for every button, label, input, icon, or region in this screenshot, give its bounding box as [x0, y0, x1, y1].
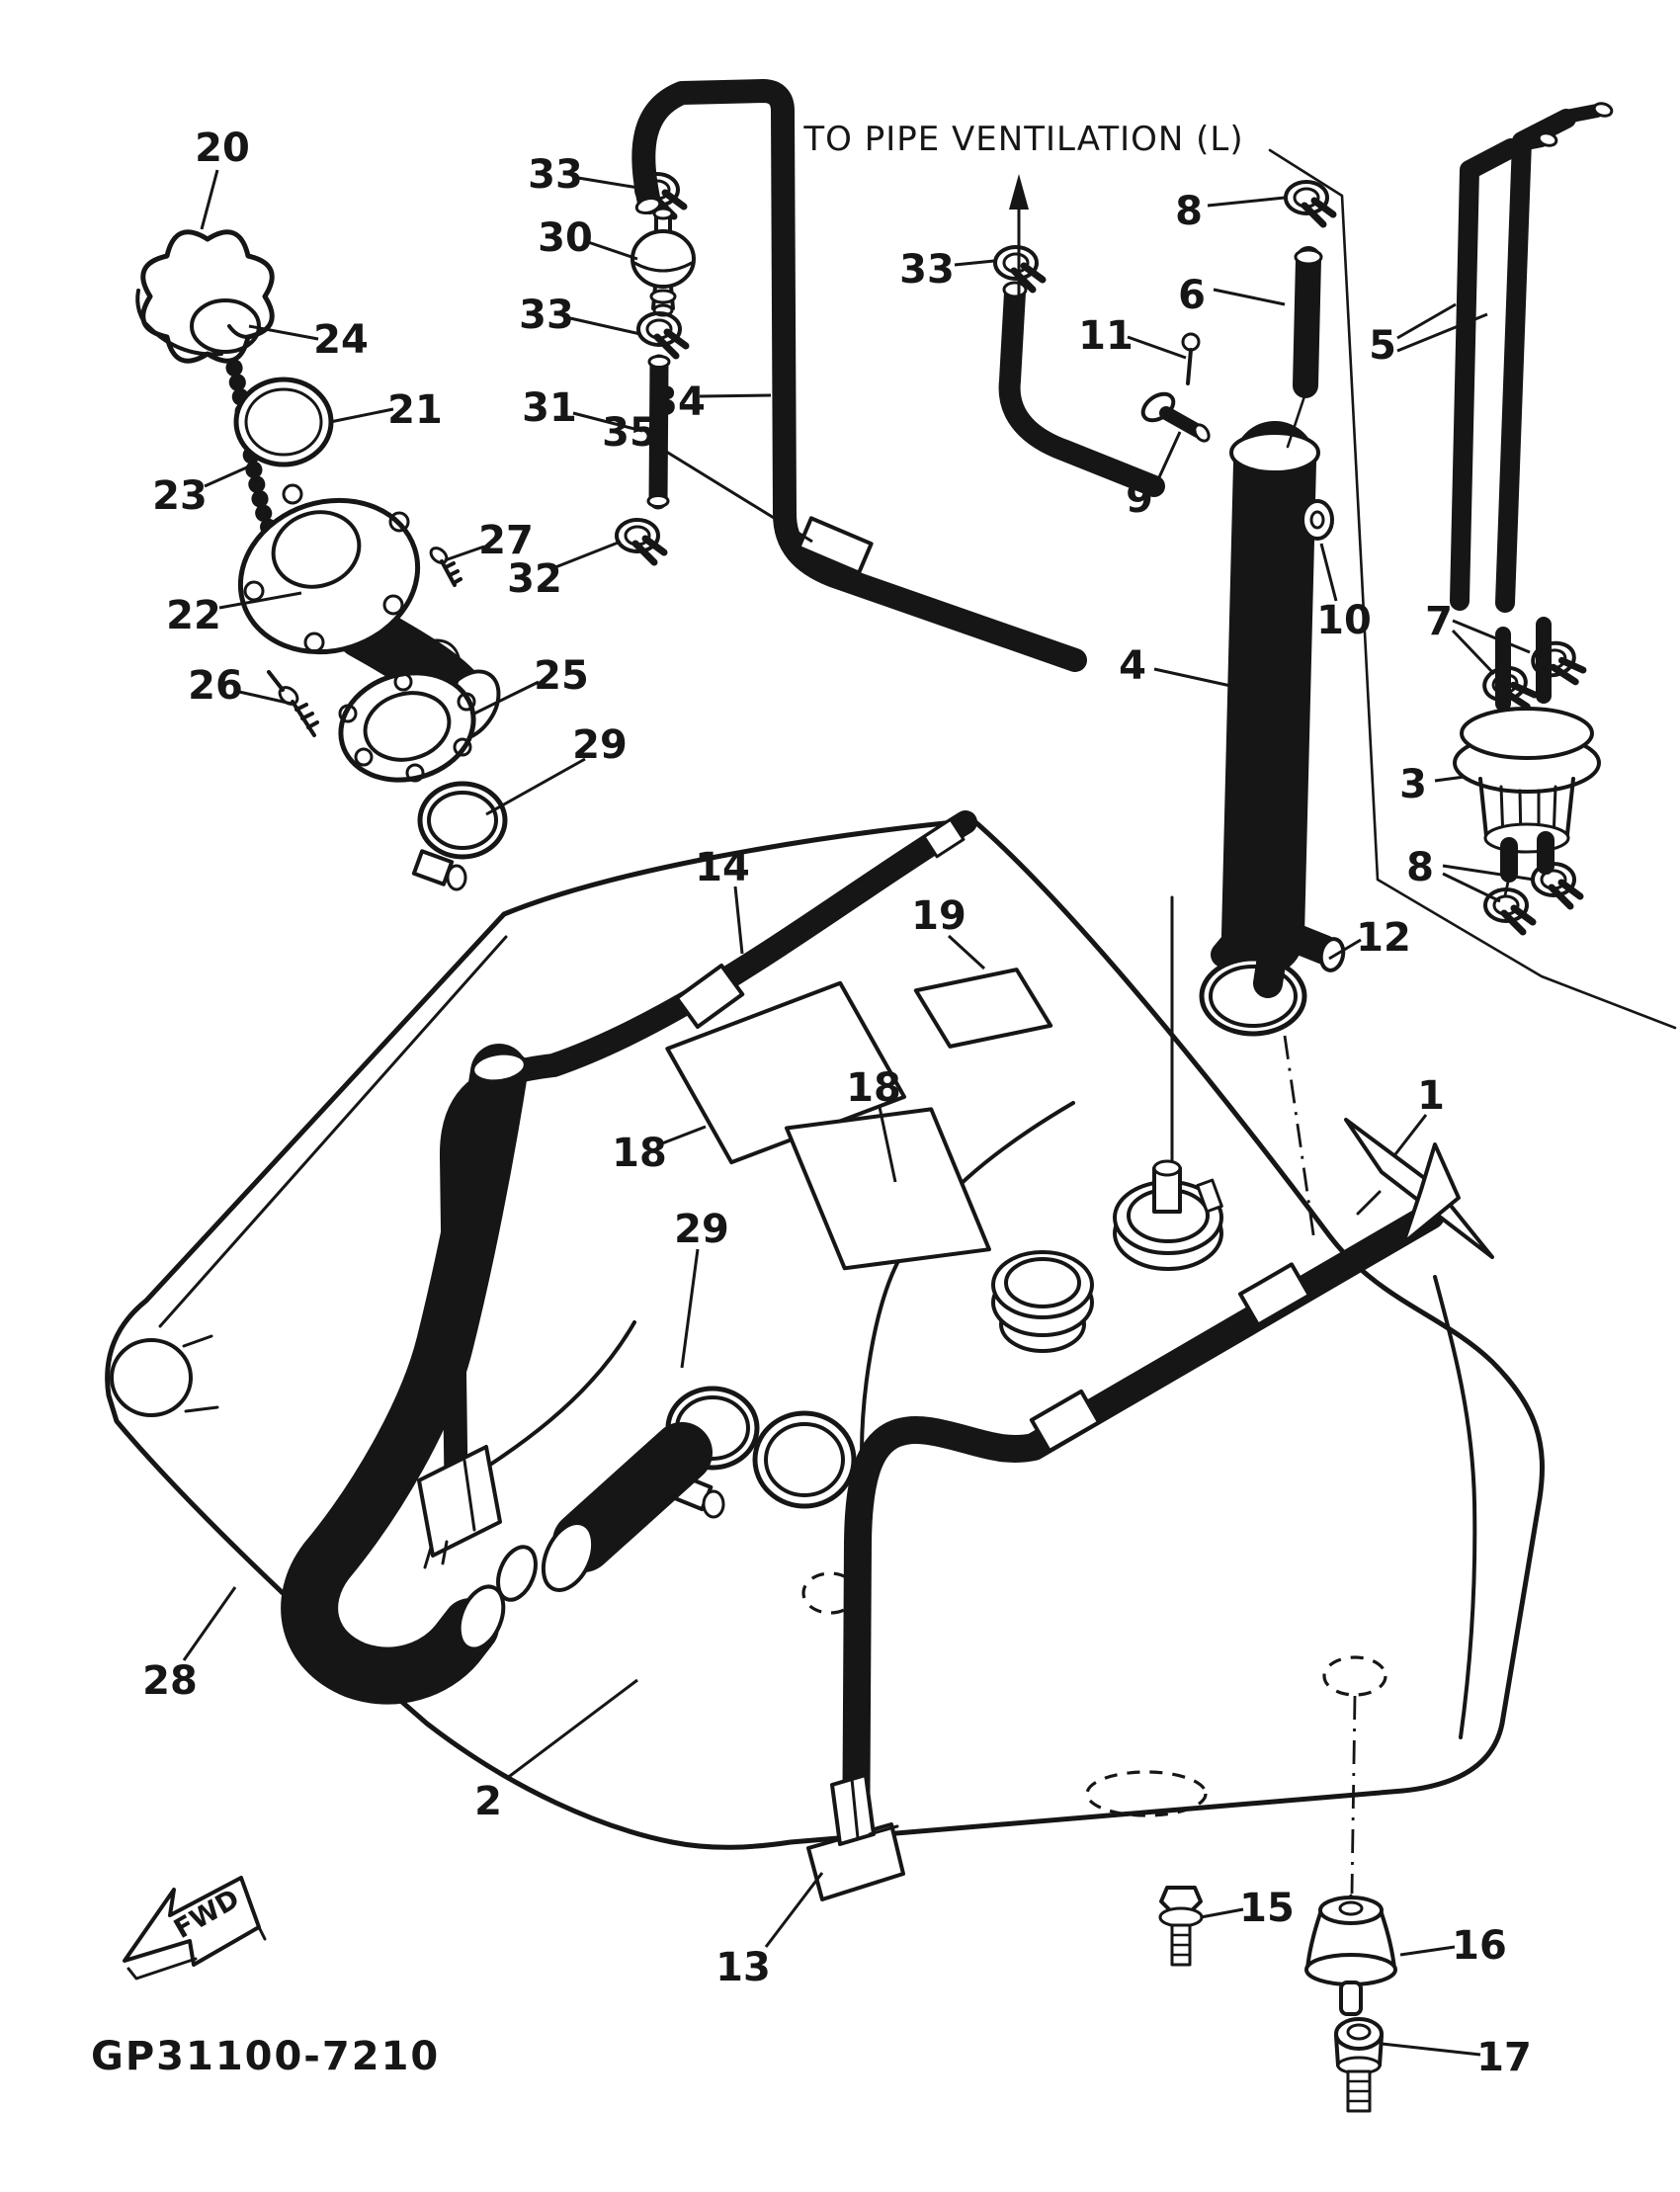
inline-filter-30 — [632, 209, 694, 315]
callout-29: 29 — [674, 1207, 729, 1252]
tank-pickup-port — [993, 1252, 1092, 1351]
fuel-pipes-5 — [1460, 102, 1613, 603]
tank-sender-port — [1115, 897, 1221, 1269]
dashed-hole-right — [1324, 1657, 1386, 1695]
callout-33: 33 — [899, 247, 955, 293]
callout-33: 33 — [519, 293, 574, 338]
callout-6: 6 — [1178, 273, 1206, 318]
leader-line-29 — [682, 1249, 698, 1368]
callout-34: 34 — [650, 379, 706, 425]
hose-clamp-29 — [414, 784, 505, 889]
callout-29: 29 — [572, 722, 628, 768]
clamp-8 — [1485, 889, 1533, 932]
callout-15: 15 — [1239, 1886, 1295, 1931]
vent-fitting-column — [617, 174, 694, 562]
fuel-cap-20 — [137, 232, 272, 361]
callout-33: 33 — [528, 152, 583, 198]
leader-line-29 — [486, 759, 585, 814]
leader-line-10 — [1321, 544, 1336, 601]
leader-line-32 — [555, 542, 621, 567]
clamp-32 — [617, 520, 664, 562]
clamp-33 — [638, 313, 686, 356]
clamp-8 — [1286, 182, 1333, 224]
leader-line-8 — [1208, 198, 1285, 206]
tube-6 — [1288, 250, 1321, 447]
leader-line-11 — [1128, 337, 1186, 358]
leader-line-18 — [662, 1127, 706, 1143]
leader-line-30 — [588, 242, 637, 259]
tank-left-end-knob — [112, 1340, 191, 1415]
callout-17: 17 — [1476, 2035, 1532, 2080]
callout-22: 22 — [166, 593, 221, 638]
callout-10: 10 — [1316, 598, 1372, 643]
leader-line-6 — [1214, 290, 1285, 304]
callout-13: 13 — [715, 1945, 771, 1990]
leader-line-20 — [202, 170, 217, 229]
leader-line-19 — [949, 936, 984, 969]
fwd-arrow — [125, 1878, 265, 1979]
washer-10 — [1302, 501, 1332, 539]
callout-2: 2 — [474, 1779, 502, 1824]
callout-16: 16 — [1452, 1923, 1507, 1969]
callout-5: 5 — [1369, 323, 1396, 369]
leader-line-3 — [1435, 777, 1465, 781]
tank-right-crease — [1435, 1277, 1474, 1737]
leader-line-2 — [506, 1680, 637, 1779]
leader-line-8 — [1443, 874, 1500, 901]
tank-filler-stub — [534, 1453, 682, 1598]
callout-25: 25 — [534, 653, 589, 699]
callout-20: 20 — [195, 126, 250, 171]
tank-filler-boss — [755, 1413, 854, 1506]
callout-18: 18 — [846, 1065, 901, 1111]
callout-27: 27 — [478, 518, 534, 563]
screw-26 — [269, 672, 317, 735]
leader-line-21 — [330, 409, 393, 422]
bolt-15 — [1160, 1888, 1202, 1965]
callout-26: 26 — [188, 663, 243, 709]
callout-7: 7 — [1425, 599, 1453, 644]
callout-24: 24 — [313, 317, 369, 363]
callout-9: 9 — [1126, 476, 1153, 522]
callout-32: 32 — [507, 556, 562, 602]
fuel-tank-body — [108, 820, 1543, 1894]
leader-line-17 — [1382, 2044, 1480, 2055]
callout-8: 8 — [1406, 845, 1434, 890]
callout-14: 14 — [695, 845, 750, 890]
leader-line-4 — [1154, 669, 1235, 687]
leader-line-33 — [578, 178, 638, 188]
callout-8: 8 — [1175, 189, 1203, 234]
leader-line-34 — [700, 395, 771, 396]
vent-note: TO PIPE VENTILATION (L) — [803, 120, 1244, 159]
callout-11: 11 — [1078, 313, 1134, 359]
rubber-damper-16 — [1306, 1896, 1395, 2014]
arrowhead — [1009, 174, 1029, 210]
callout-35: 35 — [602, 410, 657, 456]
leader-line-9 — [1154, 432, 1180, 488]
callout-31: 31 — [522, 385, 577, 431]
leader-line-7 — [1453, 621, 1530, 652]
callout-12: 12 — [1356, 915, 1411, 961]
callout-1: 1 — [1417, 1073, 1445, 1119]
callout-23: 23 — [152, 473, 208, 519]
leader-line-14 — [735, 886, 742, 954]
leader-line-5 — [1397, 304, 1456, 338]
dashed-hole-bottom — [1087, 1772, 1206, 1815]
callout-19: 19 — [911, 893, 966, 939]
leader-line-23 — [205, 466, 249, 486]
leader-line-28 — [184, 1587, 235, 1660]
callout-18: 18 — [612, 1131, 667, 1176]
leader-line-33 — [955, 261, 994, 265]
screw-27 — [428, 546, 461, 585]
leader-line-15 — [1201, 1909, 1243, 1917]
callout-4: 4 — [1119, 643, 1146, 689]
strap-buckle — [1240, 1264, 1309, 1324]
callout-21: 21 — [387, 387, 443, 433]
clevis-pin-9 — [1138, 388, 1212, 444]
bolt-17 — [1336, 2019, 1382, 2111]
gasket-21 — [236, 379, 331, 464]
leader-line-33 — [570, 318, 640, 334]
strap-foot-plate — [419, 1447, 500, 1556]
callout-3: 3 — [1399, 762, 1427, 807]
leader-line-16 — [1400, 1947, 1455, 1955]
leader-line-7 — [1453, 631, 1494, 674]
centerline-damper — [1352, 1696, 1355, 1894]
filler-hose-28 — [309, 1050, 543, 1675]
callout-30: 30 — [538, 215, 593, 261]
drawing-number: GP31100-7210 — [91, 2034, 441, 2079]
leader-line-13 — [766, 1873, 822, 1947]
callout-28: 28 — [142, 1658, 198, 1704]
leader-line-1 — [1395, 1115, 1426, 1154]
leader-line-8 — [1443, 866, 1534, 880]
fwd-label: FWD — [169, 1883, 245, 1946]
